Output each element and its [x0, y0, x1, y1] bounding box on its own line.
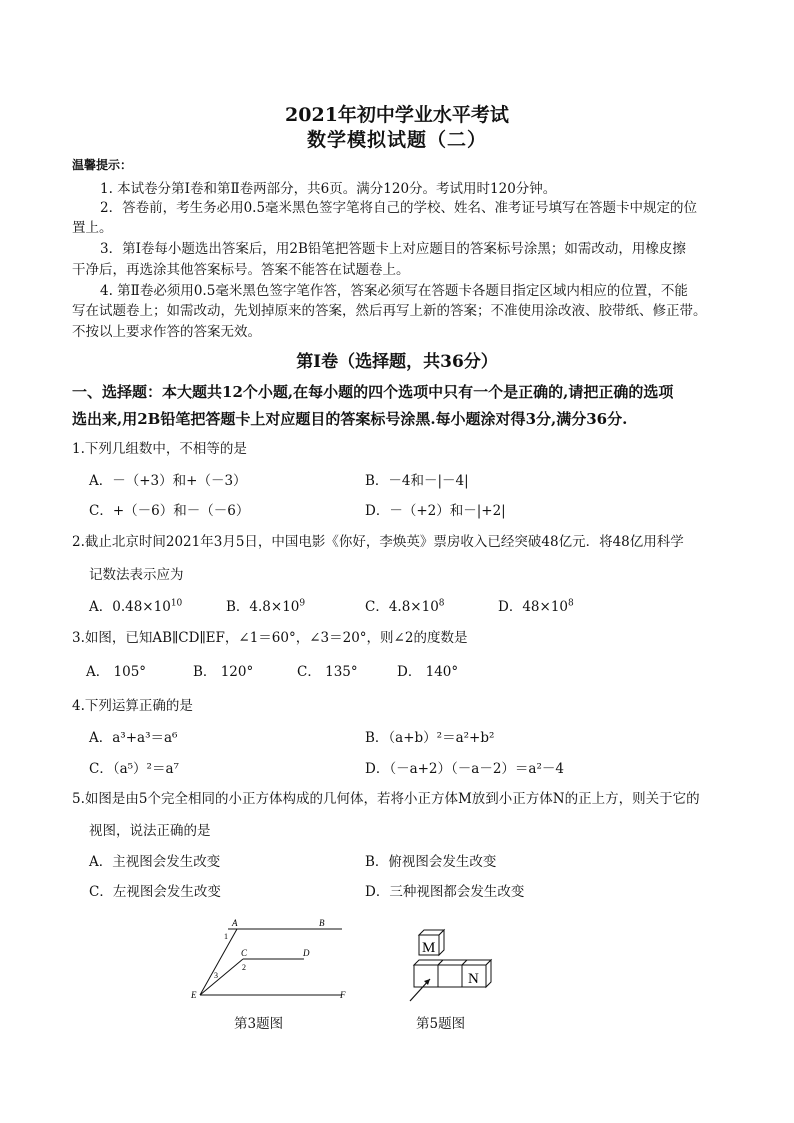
q3-stem: 3.如图，已知AB∥CD∥EF，∠1＝60°，∠3＝20°，则∠2的度数是	[72, 630, 468, 646]
segment-ce	[200, 959, 243, 995]
q4-option-c: C．（a⁵）²＝a⁷	[89, 761, 179, 777]
q1-option-a: A．－（+3）和+（－3）	[89, 473, 247, 489]
q4-option-d: D．（－a+2）（－a－2）＝a²－4	[365, 761, 564, 777]
q2-stem: 2.截止北京时间2021年3月5日，中国电影《你好，李焕英》票房收入已经突破48亿元．将48亿用科学	[72, 534, 684, 550]
q1-option-d: D．－（+2）和－|+2|	[365, 503, 506, 519]
exam-title: 2021年初中学业水平考试	[285, 104, 509, 126]
tip-3-line-1: 3．第Ⅰ卷每小题选出答案后，用2B铅笔把答题卡上对应题目的答案标号涂黑；如需改动，用橡皮擦	[100, 241, 686, 257]
figure-5-diagram	[400, 925, 510, 1005]
tip-2-line-1: 2．答卷前，考生务必用0.5毫米黑色签字笔将自己的学校、姓名、准考证号填写在答题卡中规定的位	[100, 200, 698, 216]
q4-stem: 4.下列运算正确的是	[72, 698, 193, 714]
exam-subtitle: 数学模拟试题（二）	[306, 129, 487, 151]
section-instruction-line-2: 选出来,用2B铅笔把答题卡上对应题目的答案标号涂黑.每小题涂对得3分,满分36分.	[72, 410, 628, 428]
label-f: F	[340, 990, 346, 1000]
label-b: B	[319, 918, 325, 928]
q3-option-d: D． 140°	[397, 664, 459, 680]
q3-option-c: C． 135°	[297, 664, 358, 680]
q2-option-a: A．$0.48\times 10^{10}$	[89, 598, 183, 615]
q3-option-b: B． 120°	[193, 664, 254, 680]
label-n: N	[468, 971, 479, 987]
q5-option-a: A．主视图会发生改变	[89, 854, 221, 870]
q4-option-b: B．（a+b）²＝a²+b²	[365, 730, 495, 746]
section-instruction-line-1: 一、选择题：本大题共12个小题,在每小题的四个选项中只有一个是正确的,请把正确的选项	[72, 383, 674, 401]
tip-2-line-2: 置上。	[72, 220, 113, 236]
q3-option-a: A． 105°	[86, 664, 147, 680]
figure-3-caption: 第3题图	[234, 1016, 284, 1032]
q2-option-c: C．$4.8\times 10^8$	[365, 598, 445, 615]
q1-option-c: C．+（－6）和－（－6）	[89, 503, 250, 519]
q2-stem-2: 记数法表示应为	[89, 567, 184, 583]
q2-option-b: B．$4.8\times 10^9$	[226, 598, 306, 615]
tip-4-line-1: 4. 第Ⅱ卷必须用0.5毫米黑色签字笔作答，答案必须写在答题卡各题目指定区域内相应的位置，不能	[100, 283, 688, 299]
segment-ae	[200, 929, 237, 995]
tip-1-line-1: 1. 本试卷分第Ⅰ卷和第Ⅱ卷两部分，共6页。满分120分。考试用时120分钟。	[100, 181, 557, 197]
q5-stem-2: 视图，说法正确的是	[89, 823, 211, 839]
label-e: E	[191, 990, 197, 1000]
label-m: M	[422, 940, 436, 956]
section-title: 第Ⅰ卷（选择题，共36分）	[296, 352, 498, 372]
tip-3-line-2: 干净后，再选涂其他答案标号。答案不能答在试题卷上。	[72, 262, 410, 278]
angle-2-label: 2	[242, 963, 246, 972]
q1-option-b: B．－4和－|－4|	[365, 473, 469, 489]
label-c: C	[241, 948, 248, 958]
q5-stem: 5.如图是由5个完全相同的小正方体构成的几何体，若将小正方体M放到小正方体N的正上方，则关于它的	[72, 791, 700, 807]
label-d: D	[303, 948, 310, 958]
q2-option-d: D．$48\times 10^8$	[498, 598, 574, 615]
q5-option-c: C．左视图会发生改变	[89, 884, 221, 900]
angle-3-label: 3	[214, 971, 218, 980]
q5-option-d: D．三种视图都会发生改变	[365, 884, 525, 900]
q5-option-b: B．俯视图会发生改变	[365, 854, 497, 870]
tip-4-line-2: 写在试题卷上；如需改动，先划掉原来的答案，然后再写上新的答案；不准使用涂改液、胶带纸、修正带。	[72, 303, 707, 319]
q4-option-a: A．a³+a³＝a⁶	[89, 730, 178, 746]
cube-bottom-middle	[438, 965, 462, 987]
figure-3-diagram	[180, 915, 370, 1005]
label-a: A	[232, 918, 238, 928]
q1-stem: 1.下列几组数中，不相等的是	[72, 441, 247, 457]
angle-1-label: 1	[224, 932, 228, 941]
tip-4-line-3: 不按以上要求作答的答案无效。	[72, 324, 261, 340]
figure-5-caption: 第5题图	[416, 1016, 466, 1032]
tips-header: 温馨提示：	[72, 158, 133, 172]
